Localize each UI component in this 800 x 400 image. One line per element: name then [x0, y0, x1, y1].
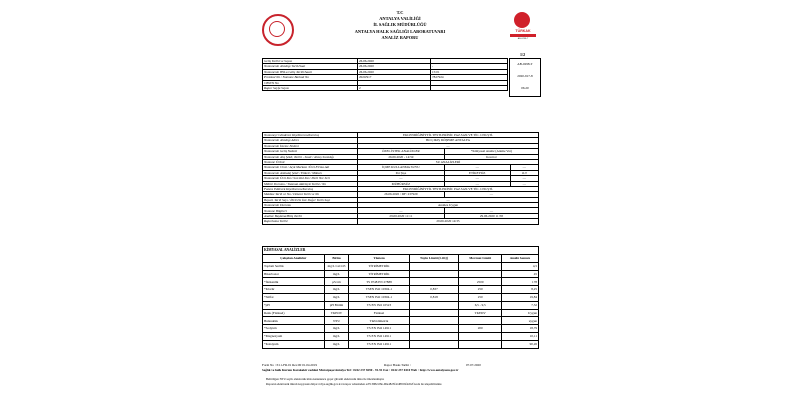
- field-label: Fatura Edilecek Kişi/Kurum/Kuruluş: [263, 186, 358, 191]
- field-extra: -: [431, 64, 508, 69]
- table-cell: mg/L: [324, 286, 349, 294]
- table-cell: *Sülfat: [263, 293, 325, 301]
- field-label: Protokol No / Numune Barkod No: [263, 75, 358, 80]
- table-row: [263, 332, 539, 340]
- report-date: 07.07.2020: [466, 363, 481, 367]
- field-label: Geliş Tarihi ve Sayısı: [263, 59, 358, 64]
- field-label: Numune Bilgileri: [263, 208, 358, 213]
- field-label: Bayatl. Tarih Sayı / İlleli De İste Değer Tarih Sayı: [263, 197, 358, 202]
- field-label: Numune Ürünü: [263, 159, 358, 164]
- field-label: CBSVN No: [263, 80, 358, 85]
- table-cell: mg/L: [324, 270, 349, 278]
- table-cell: mg/L: [324, 325, 349, 333]
- field-value2: ETİKETSİZ: [444, 170, 510, 175]
- table-cell: Bikarbonat: [263, 270, 325, 278]
- field-extra: 78d7924: [431, 75, 508, 80]
- field-value3: —: [510, 176, 538, 181]
- table-row: [263, 301, 539, 309]
- table-cell: uygun: [502, 317, 539, 325]
- field-label: Rapor Sayfa Sayısı: [263, 85, 358, 90]
- field-value: 29.06.2020 11:11: [358, 213, 445, 218]
- field-value: EKLENDİĞİNİYTİL TESTLERİNİC PAZ.SAN.VE TİC. LTD.ŞTİ.: [358, 186, 539, 191]
- table-cell: mg/L: [324, 340, 349, 348]
- field-value3: —: [510, 165, 538, 170]
- side-code-box: [509, 58, 541, 97]
- table-row: [263, 262, 539, 270]
- field-value: Analize Uygun: [358, 203, 539, 208]
- table-cell: [459, 262, 502, 270]
- table-cell: TS EN ISO 14911: [349, 340, 409, 348]
- header-title-block: [298, 10, 502, 41]
- table-cell: [459, 340, 502, 348]
- table-cell: 178: [502, 278, 539, 286]
- table-row: [263, 270, 539, 278]
- table-row: [263, 286, 539, 294]
- report-page: [258, 0, 542, 400]
- field-value2: Kontrol: [444, 154, 538, 159]
- table-cell: 4,5: [502, 262, 539, 270]
- header-line-mudurluk: İL SAĞLIK MÜDÜRLÜĞÜ: [373, 22, 427, 28]
- field-label: Analize Başlama/Bitiş Tarihi: [263, 213, 358, 218]
- table-cell: 18,79: [502, 325, 539, 333]
- field-label: Mühür Durumu / Tutanak Aldeleyiz Tarihi / No: [263, 181, 358, 186]
- sample-info-table: [262, 58, 508, 91]
- field-value: SU ANALİZLERİ: [358, 159, 539, 164]
- page-count: 1/2: [520, 52, 526, 57]
- field-label: Numunenin Durumu: [263, 203, 358, 208]
- field-value: MÜHÜRSÜZ: [358, 181, 445, 186]
- table-row: [263, 317, 539, 325]
- table-cell: TKEDV: [459, 309, 502, 317]
- side-code-1: AB-0298-T: [517, 62, 533, 66]
- table-cell: mg/L: [324, 332, 349, 340]
- field-value2: —: [444, 165, 510, 170]
- table-cell: 19,84: [502, 293, 539, 301]
- field-value3: 1LT: [510, 170, 538, 175]
- table-cell: Uygun: [502, 309, 539, 317]
- table-cell: mg/L: [324, 293, 349, 301]
- column-header: Yöntem: [349, 254, 409, 262]
- table-cell: *İletkenlik: [263, 278, 325, 286]
- field-value2: —: [444, 181, 510, 186]
- field-value: Pet Şişe: [358, 170, 445, 175]
- table-cell: [409, 340, 459, 348]
- column-header: Birim: [324, 254, 349, 262]
- table-cell: Toplam Sertlik: [263, 262, 325, 270]
- table-cell: [409, 262, 459, 270]
- field-value3: —: [510, 181, 538, 186]
- field-label: Numunenin Alındığı Tarih/Saat: [263, 64, 358, 69]
- table-cell: 6,5 - 9,5: [459, 301, 502, 309]
- column-header: Tayin Limiti (LOQ): [409, 254, 459, 262]
- table-cell: *Klorür: [263, 286, 325, 294]
- field-label: Numunenin Alındığı Adres: [263, 138, 358, 143]
- table-cell: Bulanıklık: [263, 317, 325, 325]
- sample-detail-table: [262, 132, 539, 225]
- field-label: Numunenin Alış Şekli, Tarihi - Saati / Alınış Sıcaklığı: [263, 154, 358, 159]
- field-extra: [431, 85, 508, 90]
- header-line-report: ANALİZ RAPORU: [381, 34, 419, 40]
- table-cell: TKEDV: [324, 309, 349, 317]
- field-value2: —: [444, 176, 510, 181]
- table-cell: TİTRİMETRİK: [349, 270, 409, 278]
- table-cell: µS/cm: [324, 278, 349, 286]
- field-label: Numunenin Geliş Nedeni: [263, 149, 358, 154]
- signature-note: Belirtilgen NTU sayılı elektronik imza kanununca geçer güvenli elektronik imza ile imzalanmıştır.: [266, 377, 385, 381]
- field-label: Numunenin Ambalaj Şekli / Etiketi / Miktarı: [263, 170, 358, 175]
- ministry-logo-icon: [262, 14, 294, 46]
- field-value: —: [358, 176, 445, 181]
- turkak-bar: [510, 34, 536, 37]
- turkak-badge-icon: [514, 12, 530, 28]
- table-cell: [409, 332, 459, 340]
- table-cell: Türbidimetrik: [349, 317, 409, 325]
- table-cell: [459, 317, 502, 325]
- table-cell: TS EN ISO 14911: [349, 332, 409, 340]
- field-label: Numunenin Üret.Tar./ Son Kul.Tar./ Parti No/ Seri: [263, 176, 358, 181]
- column-header: Mevzuat Limiti: [459, 254, 502, 262]
- turkak-sub: AB-0298-T: [517, 38, 529, 40]
- field-value: 26.06.2020: [358, 64, 431, 69]
- table-cell: [409, 278, 459, 286]
- field-label: Raporlama Tarihi: [263, 219, 358, 224]
- field-label: Numuneyi Gönderen Kişi/Kurum/Kuruluş: [263, 133, 358, 138]
- table-cell: 8,25: [502, 286, 539, 294]
- table-cell: 250: [459, 293, 502, 301]
- column-header: Analiz Sonucu: [502, 254, 539, 262]
- table-cell: NTU: [324, 317, 349, 325]
- table-cell: 250: [459, 286, 502, 294]
- table-cell: TS EN ISO 14911: [349, 325, 409, 333]
- table-cell: [409, 325, 459, 333]
- field-value: —: [358, 208, 445, 213]
- table-row: [263, 85, 508, 90]
- field-value: 26.06.2020 - 14:59: [358, 154, 445, 159]
- column-header: Çalışılan Analizler: [263, 254, 325, 262]
- table-cell: TSEN ISO 10304-1: [349, 286, 409, 294]
- table-cell: TS 9748 EN 27888: [349, 278, 409, 286]
- table-cell: [409, 301, 459, 309]
- header-line-valilik: ANTALYA VALİLİĞİ: [379, 16, 421, 22]
- table-cell: *Magnezyum: [263, 332, 325, 340]
- side-code-3: 06.20: [521, 86, 529, 90]
- table-cell: mg/L CaCO3: [324, 262, 349, 270]
- table-cell: [409, 317, 459, 325]
- report-date-label: Rapor Baskı Tarihi :: [384, 363, 411, 367]
- field-label: Numunenin İsteme Nedeni: [263, 143, 358, 148]
- field-value: 26.06.2020: [358, 59, 431, 64]
- field-extra: 15:01: [431, 69, 508, 74]
- field-value: 29.06.2020 14:35: [358, 219, 539, 224]
- field-value: EKLENDİĞİNİYTİL TESTLERİNİC PAZ.SAN.VE TİC. LTD.ŞTİ.: [358, 133, 539, 138]
- table-cell: 45: [502, 270, 539, 278]
- field-value2: 29.06.2020 11:58: [444, 213, 538, 218]
- table-row: [263, 325, 539, 333]
- header-line-tc: T.C: [396, 10, 404, 15]
- table-cell: Fiziksel: [349, 309, 409, 317]
- field-label: Numunenin Cinsi / Açık Markası /Üret.Firma Adı: [263, 165, 358, 170]
- table-row: [263, 340, 539, 348]
- field-value: İÇME KULLANMA SUYU: [358, 165, 445, 170]
- table-cell: [459, 332, 502, 340]
- table-cell: 7,32: [502, 301, 539, 309]
- table-row: [263, 309, 539, 317]
- field-value: 26.06.2020: [358, 69, 431, 74]
- lab-address: Sağlık ve halk Kurum Karakakir caddesi Muratpaşa/Antalya Tel : 0242 237 8290 - 91-91 Fax : 0242 237 0410 Web : http://www.antalyasm.gov.tr: [262, 368, 459, 372]
- field-value: BO ÇIKIŞ DÖŞEME ANTALYA: [358, 138, 539, 143]
- chem-title: KİMYASAL ANALİZLER: [263, 247, 539, 255]
- field-label: Numunenin HSLa Geliş Tarihi/Saati: [263, 69, 358, 74]
- form-number: Form No : P.11-FR.01 Rev.00 01.04.2019: [262, 363, 317, 367]
- table-cell: [409, 309, 459, 317]
- table-cell: pH Birimi: [324, 301, 349, 309]
- side-code-2: 2020-917-8: [517, 74, 533, 78]
- field-value: —: [358, 197, 539, 202]
- verification-note: Raporun elektronik imzalı kopyasına https://ebys.saglik.gov.tr/ewrapor adresinden ed713982-08e-96a4825f4cd8b5bf4452f koda ile ulaşabilirsiniz.: [266, 382, 443, 386]
- field-value2: *Kimyasal Analiz (Anime Var): [444, 149, 538, 154]
- field-value: 2: [358, 85, 431, 90]
- table-cell: *pH: [263, 301, 325, 309]
- table-cell: 200: [459, 325, 502, 333]
- field-value: 2020/917: [358, 75, 431, 80]
- field-value2: —: [444, 192, 538, 197]
- table-cell: [459, 270, 502, 278]
- turkak-label: TÜRKAK: [515, 29, 531, 33]
- field-label: Makbuz Tarih ve No / Dekont Tarih ve No: [263, 192, 358, 197]
- report-header: [258, 4, 542, 56]
- chemical-analysis-table: [262, 246, 539, 349]
- table-cell: *Kalsiyum: [263, 340, 325, 348]
- table-cell: 90,26: [502, 340, 539, 348]
- table-cell: *Sodyum: [263, 325, 325, 333]
- field-value: ÖZEL İSTEK ANALİZLER: [358, 149, 445, 154]
- table-cell: Renk (Fiziksel): [263, 309, 325, 317]
- turkak-logo: [508, 12, 538, 44]
- field-value2: —: [444, 208, 538, 213]
- table-cell: 2500: [459, 278, 502, 286]
- table-row: [263, 293, 539, 301]
- table-cell: 0,837: [409, 286, 459, 294]
- table-cell: TİTRİMETRİK: [349, 262, 409, 270]
- table-row: [263, 278, 539, 286]
- table-cell: 0,818: [409, 293, 459, 301]
- table-cell: 10,11: [502, 332, 539, 340]
- table-row: [263, 219, 539, 224]
- table-cell: TS EN ISO 10523: [349, 301, 409, 309]
- header-line-lab: ANTALYA HALK SAĞLIĞI LABORATUVARI: [354, 28, 446, 34]
- field-value: 26.06.2020 / DF: 237929: [358, 192, 445, 197]
- table-cell: [409, 270, 459, 278]
- field-value: —: [358, 143, 539, 148]
- table-cell: TSEN ISO 10304-1: [349, 293, 409, 301]
